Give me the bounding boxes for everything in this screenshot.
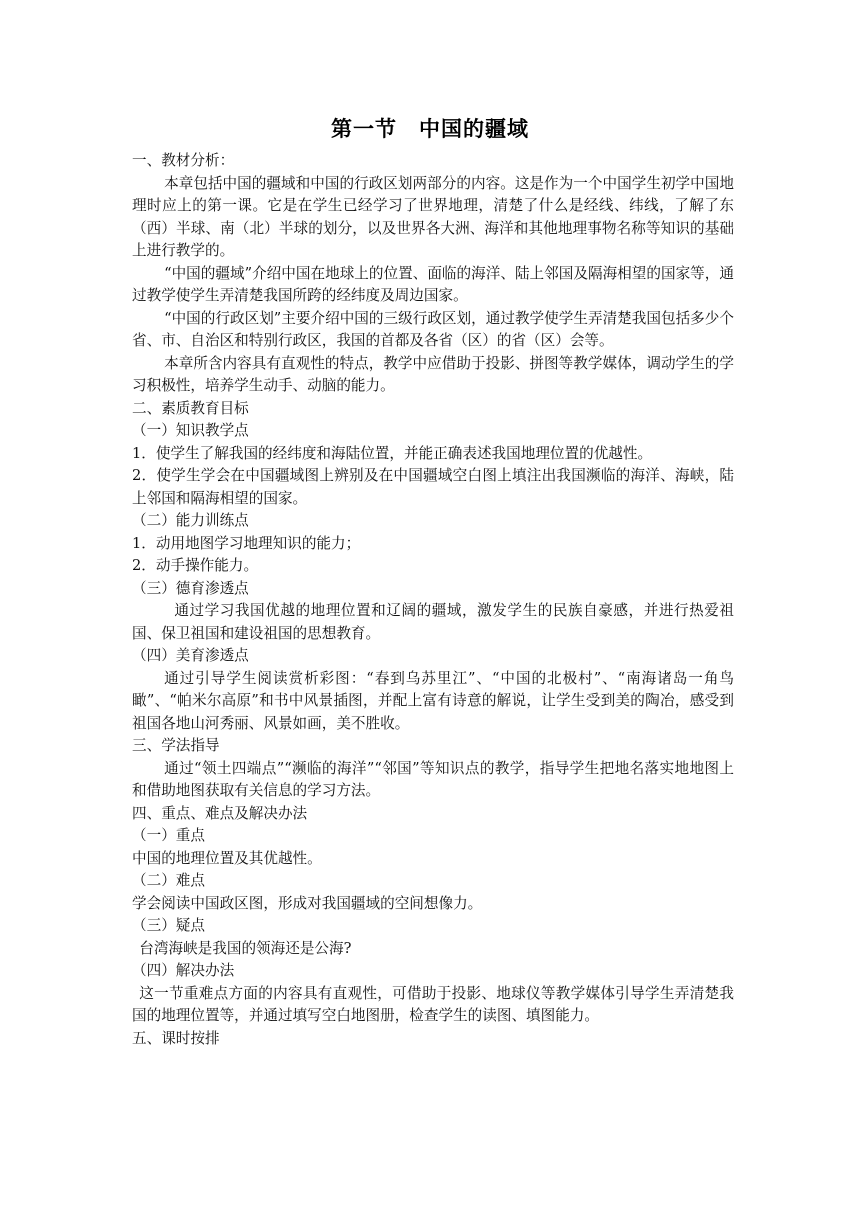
- list-item: 2．使学生学会在中国疆域图上辨别及在中国疆域空白图上填注出我国濒临的海洋、海峡，陆上邻国和隔海相望的国家。: [132, 467, 734, 507]
- section-heading: 一、教材分析：: [132, 152, 235, 169]
- subsection-heading: （三）德育渗透点: [132, 579, 249, 597]
- body-paragraph: 通过引导学生阅读赏析彩图：“春到乌苏里江”、“中国的北极村”、“南海诸岛一角鸟瞰”、“帕米尔高原”和书中风景插图，并配上富有诗意的解说，让学生受到美的陶冶，感受到祖国各地山河秀丽、风景如画，美不胜收。: [132, 669, 734, 732]
- subsection-heading: （二）能力训练点: [132, 512, 249, 529]
- section-heading: 五、课时按排: [132, 1029, 220, 1047]
- document-title: 第一节 中国的疆域: [331, 117, 529, 141]
- body-paragraph: 台湾海峡是我国的领海还是公海?: [139, 939, 352, 957]
- body-paragraph: 通过学习我国优越的地理位置和辽阔的疆域，激发学生的民族自豪感，并进行热爱祖国、保卫祖国和建设祖国的思想教育。: [132, 602, 734, 642]
- section-heading: 四、重点、难点及解决办法: [132, 804, 308, 822]
- body-paragraph: 本章所含内容具有直观性的特点，教学中应借助于投影、拼图等教学媒体，调动学生的学习积极性，培养学生动手、动脑的能力。: [132, 354, 734, 394]
- body-paragraph: 本章包括中国的疆域和中国的行政区划两部分的内容。这是作为一个中国学生初学中国地理时应上的第一课。它是在学生已经学习了世界地理，清楚了什么是经线、纬线，了解了东（西）半球、南（北）半球的划分，以及世界各大洲、海洋和其他地理事物名称等知识的基础上进行教学的。: [132, 174, 734, 259]
- document-body: [132, 150, 734, 1050]
- subsection-heading: （四）解决办法: [132, 962, 235, 979]
- subsection-heading: （一）知识教学点: [132, 422, 249, 439]
- body-paragraph: “中国的疆域”介绍中国在地球上的位置、面临的海洋、陆上邻国及隔海相望的国家等，通过教学使学生弄清楚我国所跨的经纬度及周边国家。: [132, 264, 734, 304]
- body-paragraph: 通过“领土四端点”“濒临的海洋”“邻国”等知识点的教学，指导学生把地名落实地地图上和借助地图获取有关信息的学习方法。: [132, 759, 734, 799]
- body-paragraph: 这一节重难点方面的内容具有直观性，可借助于投影、地球仪等教学媒体引导学生弄清楚我国的地理位置等，并通过填写空白地图册，检查学生的读图、填图能力。: [132, 984, 734, 1024]
- section-heading: 二、素质教育目标: [132, 399, 249, 417]
- list-item: 1．动用地图学习地理知识的能力；: [132, 534, 361, 552]
- subsection-heading: （三）疑点: [132, 917, 205, 934]
- subsection-heading: （二）难点: [132, 872, 205, 889]
- list-item: 1．使学生了解我国的经纬度和海陆位置，并能正确表述我国地理位置的优越性。: [132, 444, 653, 462]
- body-paragraph: 学会阅读中国政区图，形成对我国疆域的空间想像力。: [132, 894, 483, 912]
- subsection-heading: （四）美育渗透点: [132, 647, 249, 664]
- list-item: 2．动手操作能力。: [132, 557, 259, 574]
- body-paragraph: 中国的地理位置及其优越性。: [132, 849, 322, 867]
- body-paragraph: “中国的行政区划”主要介绍中国的三级行政区划，通过教学使学生弄清楚我国包括多少个省、市、自治区和特别行政区，我国的首都及各省（区）的省（区）会等。: [132, 309, 734, 349]
- section-heading: 三、学法指导: [132, 737, 220, 754]
- subsection-heading: （一）重点: [132, 827, 205, 844]
